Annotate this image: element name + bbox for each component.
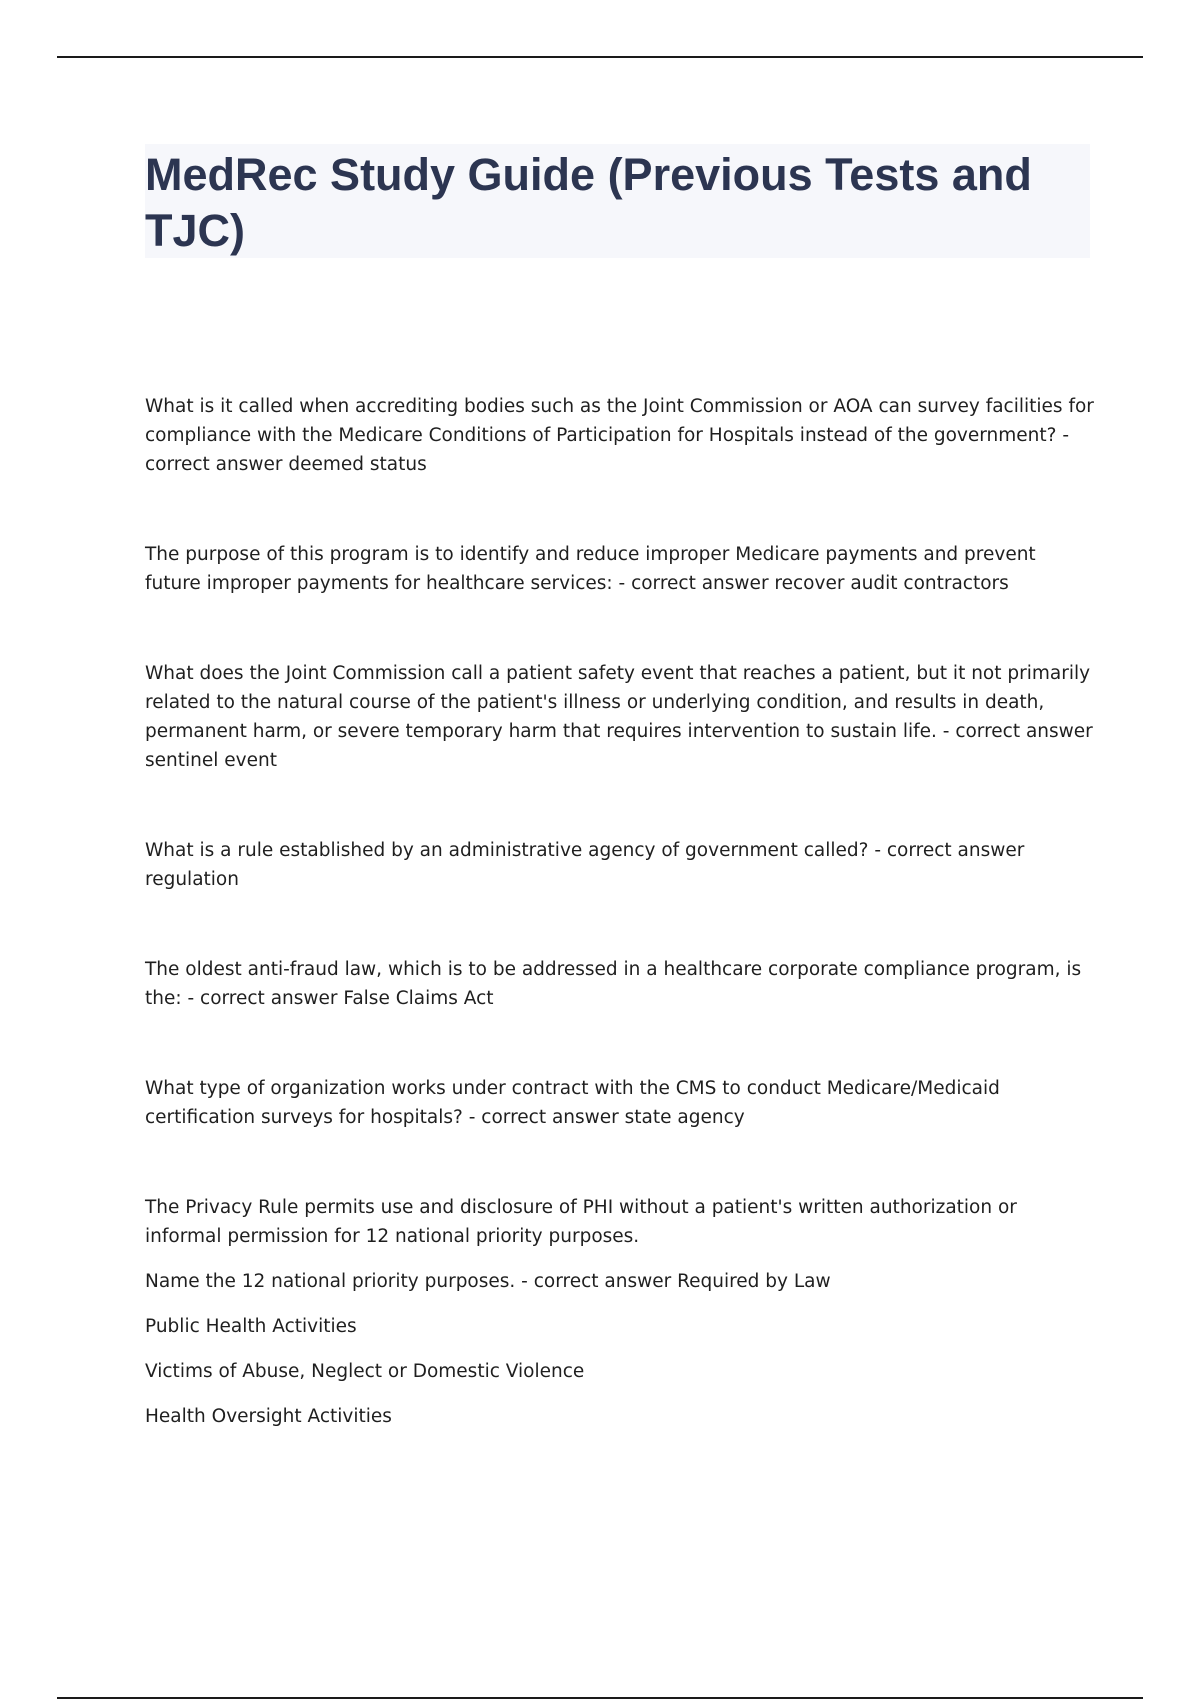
question-answer-paragraph: What is a rule established by an administrative agency of government called? - correct answer regulation: [145, 840, 1025, 890]
top-rule: [57, 56, 1143, 58]
answer-line: Victims of Abuse, Neglect or Domestic Violence: [145, 1361, 585, 1382]
question-answer-paragraph: The purpose of this program is to identify and reduce improper Medicare payments and prevent future improper payments for healthcare services: - correct answer recover audit contractors: [145, 544, 1036, 594]
answer-line: Health Oversight Activities: [145, 1406, 392, 1427]
question-answer-paragraph: What does the Joint Commission call a patient safety event that reaches a patient, but it not primarily related to the natural course of the patient's illness or underlying condition, and results in death, permanent harm, or severe temporary harm that requires intervention to sustain life. - correct answer sentinel event: [145, 663, 1093, 771]
bottom-rule: [57, 1697, 1143, 1699]
document-title: MedRec Study Guide (Previous Tests and TJC): [145, 149, 1032, 256]
question-answer-paragraph: What type of organization works under contract with the CMS to conduct Medicare/Medicaid certification surveys for hospitals? - correct answer state agency: [145, 1078, 1000, 1128]
question-answer-paragraph: What is it called when accrediting bodies such as the Joint Commission or AOA can survey facilities for compliance with the Medicare Conditions of Participation for Hospitals instead of the government? - correct answer deemed status: [145, 396, 1094, 475]
question-answer-paragraph: The oldest anti-fraud law, which is to be addressed in a healthcare corporate compliance program, is the: - correct answer False Claims Act: [145, 959, 1082, 1009]
question-answer-paragraph: The Privacy Rule permits use and disclosure of PHI without a patient's written authorization or informal permission for 12 national priority purposes.: [145, 1197, 1017, 1247]
document-body: [145, 392, 1095, 1447]
answer-line: Name the 12 national priority purposes. - correct answer Required by Law: [145, 1271, 831, 1292]
answer-line: Public Health Activities: [145, 1316, 357, 1337]
